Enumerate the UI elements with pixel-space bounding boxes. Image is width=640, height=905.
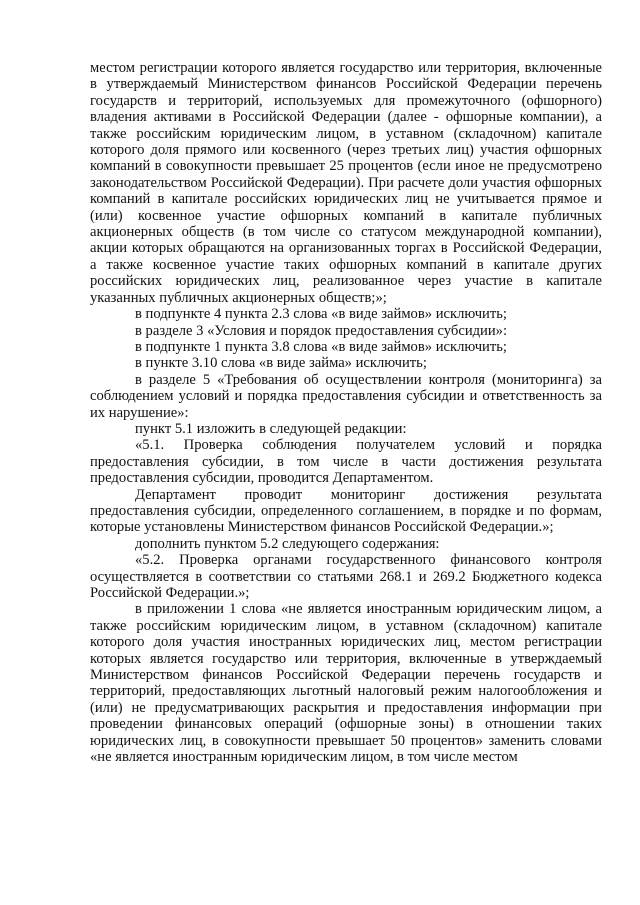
paragraph-point-5-2-text: «5.2. Проверка органами государственного финансового контроля осуществляется в соответствии со статьями 268.1 и 269.2 Бюджетного кодекса Российской Федерации.»; — [90, 552, 602, 601]
document-page — [90, 60, 602, 765]
paragraph-subpoint-4-2-3: в подпункте 4 пункта 2.3 слова «в виде займов» исключить; — [135, 306, 507, 323]
paragraph-section-5: в разделе 5 «Требования об осуществлении контроля (мониторинга) за соблюдением условий и порядка предоставления субсидии и ответственность за их нарушение»: — [90, 371, 602, 421]
paragraph-point-5-1-intro: пункт 5.1 изложить в следующей редакции: — [135, 420, 407, 437]
paragraph-section-3: в разделе 3 «Условия и порядок предоставления субсидии»: — [135, 322, 508, 339]
paragraph-appendix-1: в приложении 1 слова «не является иностранным юридическим лицом, а также российским юридическим лицом, в уставном (складочном) капитале которого доля участия иностранных юридических лиц, местом регистрации которых является государство или территория, включенные в утверждаемый Министерством финансов Российской Федерации перечень государств и территорий, предоставляющих льготный налоговый режим налогообложения и (или) не предусматривающих раскрытия и предоставления информации при проведении финансовых операций (офшорные зоны) в отношении таких юридических лиц, в совокупности превышает 50 процентов» заменить словами «не является иностранным юридическим лицом, в том числе местом — [90, 601, 602, 766]
paragraph-monitoring: Департамент проводит мониторинг достижения результата предоставления субсидии, определенного соглашением, в порядке и по формам, которые установлены Министерством финансов Российской Федерации.»; — [90, 486, 602, 536]
paragraph-offshore-definition: местом регистрации которого является государство или территория, включенные в утверждаемый Министерством финансов Российской Федерации перечень государств и территорий, используемых для промежуточного (офшорного) владения активами в Российской Федерации (далее - офшорные компании), а также российским юридическим лицом, в уставном (складочном) капитале которого доля прямого или косвенного (через третьих лиц) участия офшорных компаний в совокупности превышает 25 процентов (если иное не предусмотрено законодательством Российской Федерации). При расчете доли участия офшорных компаний в капитале российских юридических лиц не учитывается прямое и (или) косвенное участие офшорных компаний в капитале публичных акционерных обществ (в том числе со статусом международной компании), акции которых обращаются на организованных торгах в Российской Федерации, а также косвенное участие таких офшорных компаний в капитале других российских юридических лиц, реализованное через участие в капитале указанных публичных акционерных обществ;»; — [90, 60, 602, 306]
paragraph-point-5-1-text: «5.1. Проверка соблюдения получателем условий и порядка предоставления субсидии, в том числе в части достижения результата предоставления субсидии, проводится Департаментом. — [90, 437, 602, 487]
paragraph-subpoint-1-3-8: в подпункте 1 пункта 3.8 слова «в виде займов» исключить; — [135, 338, 507, 355]
paragraph-point-5-2-intro: дополнить пунктом 5.2 следующего содержания: — [135, 535, 440, 552]
paragraph-point-3-10: в пункте 3.10 слова «в виде займа» исключить; — [135, 355, 427, 372]
